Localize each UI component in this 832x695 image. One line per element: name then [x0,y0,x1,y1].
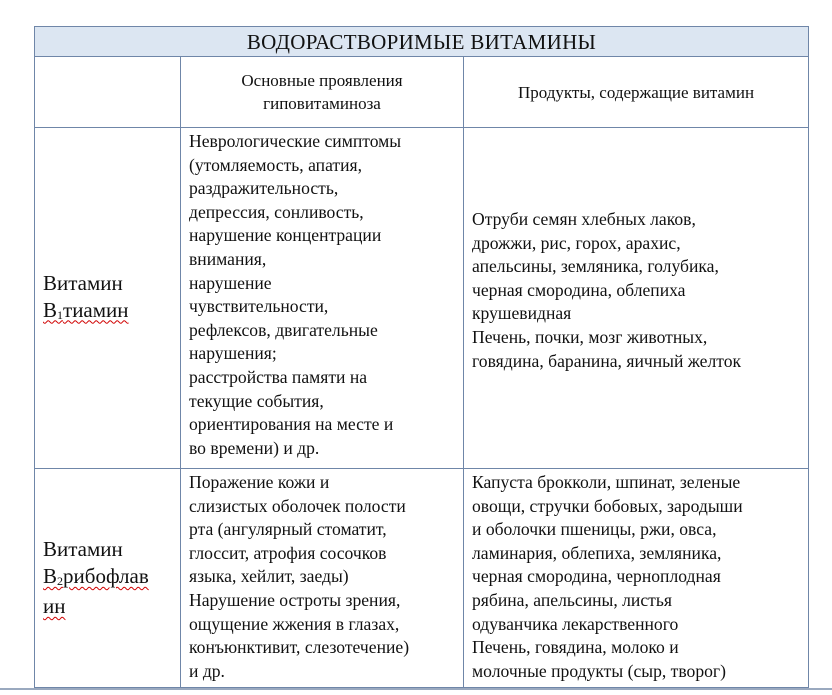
header-products-cell [464,57,809,128]
symptom-line: рефлексов, двигательные [189,319,378,340]
title-row [35,27,809,57]
products-text [472,471,802,683]
symptom-line: слизистых оболочек полости [189,495,406,516]
vitamin-chemical-name: рибофлав [63,564,149,588]
product-line: Отруби семян хлебных лаков, [472,209,696,229]
vitamin-chemical-name: тиамин [63,297,129,322]
symptom-line: ориентирования на месте и [189,414,394,435]
product-line: говядина, баранина, яичный желток [472,350,742,371]
vitamin-subscript: 2 [57,574,64,588]
product-line: апельсины, земляника, голубика, [472,256,719,277]
vitamins-table [34,26,809,688]
vitamin-name-line3: ин [43,594,66,618]
symptom-line: и др. [189,660,225,681]
symptom-line: Нарушение остроты зрения, [189,589,401,610]
product-line: черная смородина, черноплодная [472,566,721,587]
header-symptoms-line1: Основные проявления [241,71,403,90]
symptom-line: конъюнктивит, слезотечение) [189,637,410,658]
symptoms-text [189,130,457,460]
header-row [35,57,809,128]
symptom-line: (утомляемость, апатия, [189,154,363,175]
vitamin-subscript: 1 [57,307,64,322]
symptoms-text [189,471,457,683]
symptom-line: чувствительности, [189,296,329,317]
table-row [35,128,809,469]
symptoms-cell [181,128,464,469]
products-cell [464,128,809,469]
vitamin-name-line2 [43,298,129,322]
vitamin-name-line1: Витамин [43,270,123,295]
symptom-line: раздражительность, [189,178,339,199]
symptom-line: текущие события, [189,390,324,411]
product-line: овощи, стручки бобовых, зародыши [472,495,743,516]
symptom-line: глоссит, атрофия сосочков [189,542,387,563]
vitamin-letter: B [43,297,58,322]
symptom-line: ощущение жжения в глазах, [189,613,400,634]
product-line: Капуста брокколи, шпинат, зеленые [472,472,741,492]
symptom-line: языка, хейлит, заеды) [189,566,349,587]
product-line: крушевидная [472,303,572,324]
page-bottom-border [0,688,832,690]
header-products: Продукты, содержащие витамин [517,82,755,102]
product-line: одуванчика лекарственного [472,613,679,634]
vitamin-name-line2 [43,564,149,588]
vitamin-name-cell [35,469,181,688]
product-line: Печень, говядина, молоко и [472,637,679,658]
header-empty-cell [35,57,181,128]
product-line: Печень, почки, мозг животных, [472,326,708,347]
product-line: рябина, апельсины, листья [472,589,672,610]
vitamin-name-cell [35,128,181,469]
table-title-cell [35,27,809,57]
symptom-line: Поражение кожи и [189,472,330,492]
product-line: дрожжи, рис, горох, арахис, [472,232,681,253]
symptom-line: расстройства памяти на [189,366,368,387]
vitamin-name-line1: Витамин [43,537,123,561]
symptom-line: во времени) и др. [189,437,320,458]
vitamin-letter: B [43,564,58,588]
symptom-line: внимания, [189,248,267,269]
table-title: ВОДОРАСТВОРИМЫЕ ВИТАМИНЫ [246,29,597,54]
symptom-line: рта (ангулярный стоматит, [189,519,387,540]
table-row [35,469,809,688]
header-symptoms-cell [181,57,464,128]
product-line: ламинария, облепиха, земляника, [472,542,722,563]
product-line: черная смородина, облепиха [472,279,686,300]
symptom-line: Неврологические симптомы [189,131,402,151]
symptom-line: депрессия, сонливость, [189,201,364,222]
symptom-line: нарушение [189,272,272,293]
symptom-line: нарушение концентрации [189,225,382,246]
products-cell [464,469,809,688]
product-line: молочные продукты (сыр, творог) [472,660,727,681]
symptoms-cell [181,469,464,688]
product-line: и оболочки пшеницы, ржи, овса, [472,519,717,540]
symptom-line: нарушения; [189,343,277,364]
header-symptoms-line2: гиповитаминоза [263,94,381,113]
products-text [472,130,802,373]
